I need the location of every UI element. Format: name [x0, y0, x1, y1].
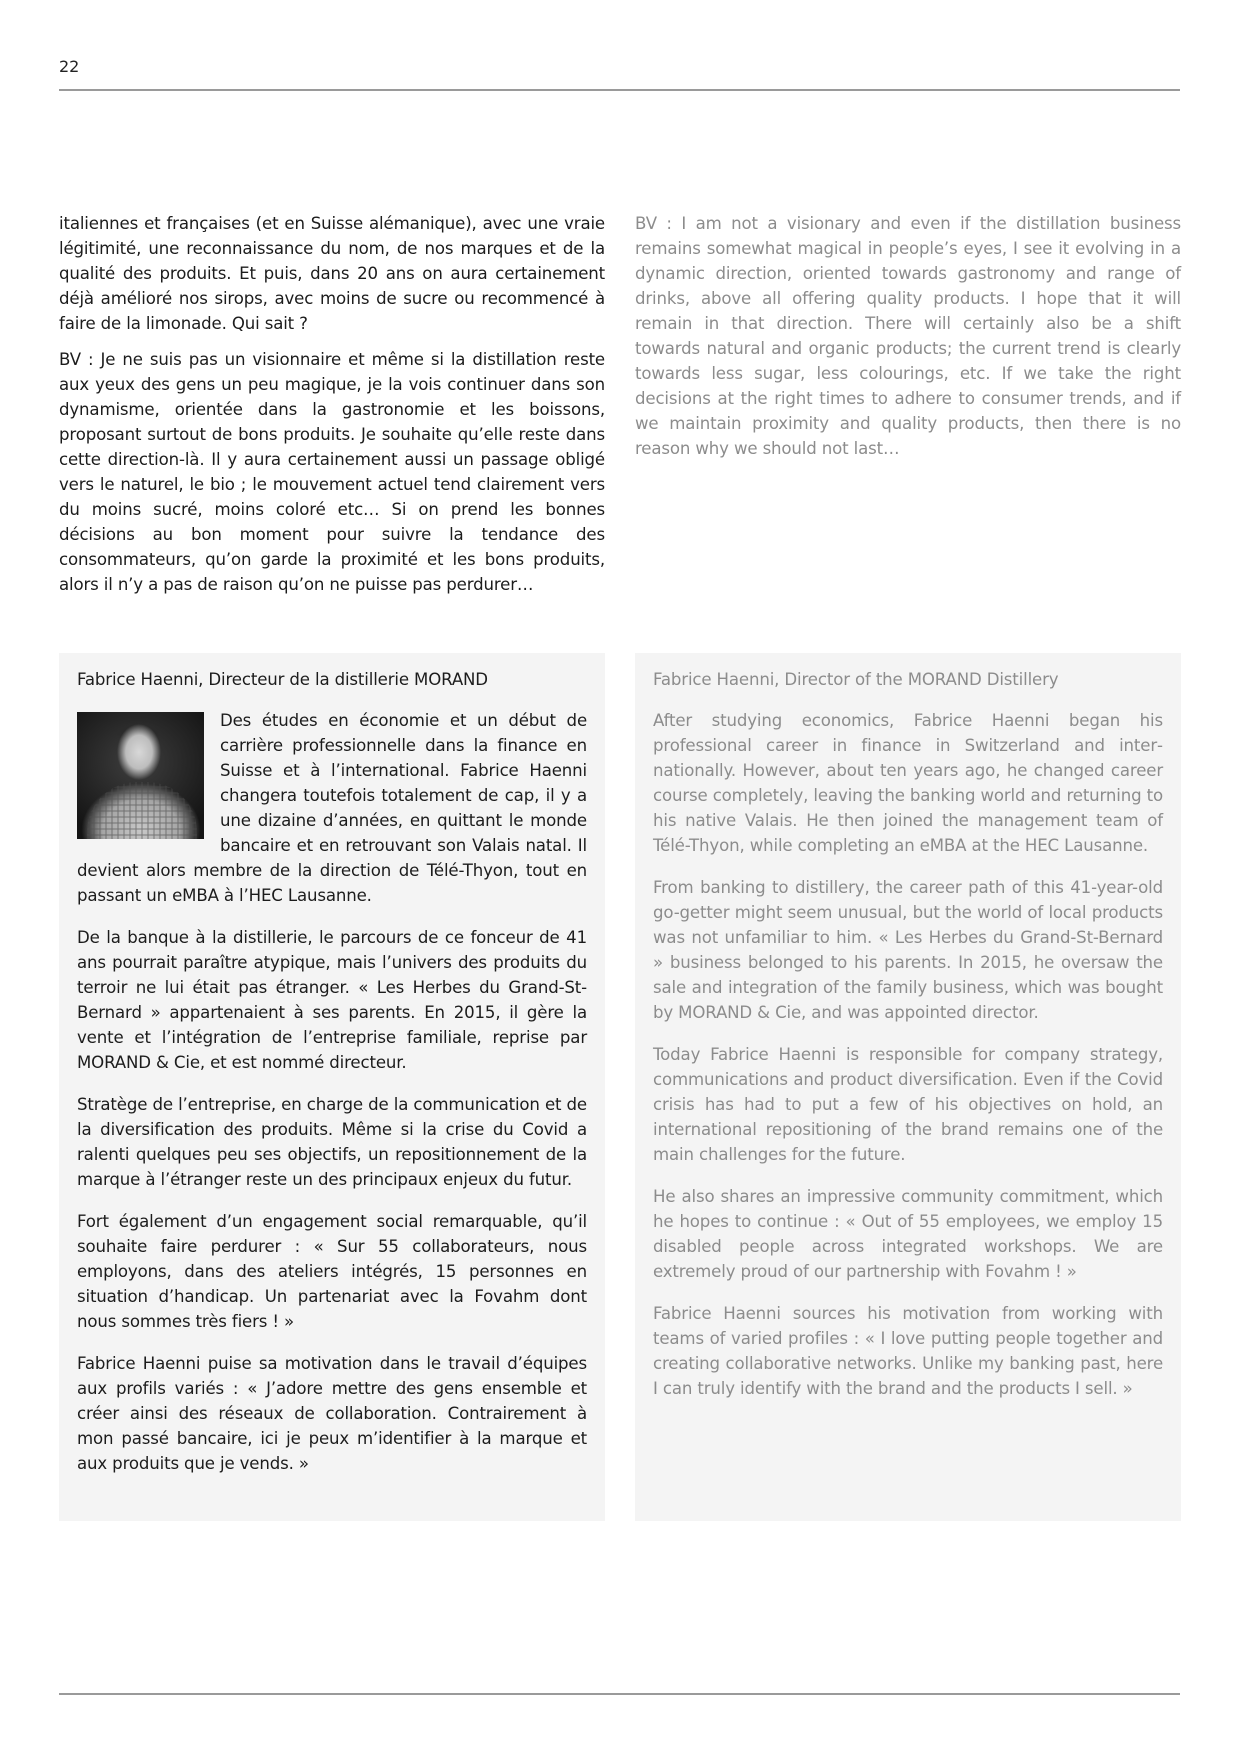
english-profile-paragraph: Today Fabrice Haenni is responsible for company strategy, communications and product diversification. Even if the Covid crisis has had to put a few of his objectives on hold, an international repositioning of the brand remains one of the main challenges for the future.	[653, 1045, 1163, 1164]
english-profile-paragraph: He also shares an impressive community commitment, which he hopes to continue : « Out of 55 employees, we employ 15 disabled people across integrated workshops. We are extremely proud of our partnership with Fovahm ! »	[653, 1187, 1163, 1281]
french-profile-paragraph: Fort également d’un engagement social remarquable, qu’il souhaite faire perdurer : « Sur 55 collaborateurs, nous employons, dans des ateliers intégrés, 15 personnes en situation d’handicap. Un partenariat avec la Fovahm dont nous sommes très fiers ! »	[77, 1212, 587, 1331]
english-intro-paragraph: BV : I am not a visionary and even if the distillation business remains somewhat magical in people’s eyes, I see it evolving in a dynamic direction, oriented towards gastronomy and range of drinks, above all offering quality products. I hope that it will remain in that direction. There will certainly also be a shift towards natural and organic products; the current trend is clearly towards less sugar, less colourings, etc. If we take the right decisions at the right times to adhere to consumer trends, and if we maintain proximity and quality products, then there is no reason why we should not last…	[635, 214, 1181, 458]
french-profile-title: Fabrice Haenni, Directeur de la distillerie MORAND	[77, 670, 488, 689]
header-rule	[59, 89, 1180, 91]
french-profile-paragraph: Des études en économie et un début de carrière professionnelle dans la finance en Suisse et à l’international. Fabrice Haenni changera toutefois totalement de cap, il y a une dizaine d’années, en quittant le monde bancaire et en retrouvant son Valais natal. Il devient alors membre de la direction de Télé-Thyon, tout en passant un eMBA à l’HEC Lausanne.	[77, 711, 587, 905]
english-intro-column	[635, 211, 1181, 472]
french-profile-paragraph: De la banque à la distillerie, le parcours de ce fonceur de 41 ans pourrait paraître atypique, mais l’univers des produits du terroir ne lui était pas étranger. « Les Herbes du Grand-St-Bernard » appartenaient à ses parents. En 2015, il gère la vente et l’intégration de l’entreprise familiale, reprise par MORAND & Cie, et est nommé directeur.	[77, 928, 587, 1072]
french-intro-paragraph: italiennes et françaises (et en Suisse alémanique), avec une vraie légitimité, une reconnaissance du nom, de nos marques et de la qualité des produits. Et puis, dans 20 ans on aura certainement déjà amélioré nos sirops, avec moins de sucre ou recommencé à faire de la limonade. Qui sait ?	[59, 214, 605, 333]
english-profile-paragraph: After studying economics, Fabrice Haenni began his professional career in finance in Switzerland and internationally. However, about ten years ago, he changed career course completely, leaving the banking world and returning to his native Valais. He then joined the management team of Télé-Thyon, while completing an eMBA at the HEC Lausanne.	[653, 711, 1163, 855]
english-profile-box	[635, 653, 1181, 1521]
french-profile-paragraph: Fabrice Haenni puise sa motivation dans le travail d’équipes aux profils variés : « J’adore mettre des gens ensemble et créer ainsi des réseaux de collaboration. Contrairement à mon passé bancaire, ici je peux m’identifier à la marque et aux produits que je vends. »	[77, 1354, 587, 1473]
portrait-shirt-pattern	[87, 782, 197, 839]
english-profile-title: Fabrice Haenni, Director of the MORAND Distillery	[653, 670, 1059, 689]
french-profile-box	[59, 653, 605, 1521]
french-intro-column	[59, 211, 605, 608]
english-profile-paragraph: From banking to distillery, the career path of this 41-year-old go-getter might seem unusual, but the world of local products was not unfamiliar to him. « Les Herbes du Grand-St-Bernard » business belonged to his parents. In 2015, he oversaw the sale and integration of the family business, which was bought by MORAND & Cie, and was appointed director.	[653, 878, 1163, 1022]
english-profile-paragraph: Fabrice Haenni sources his motivation from working with teams of varied profiles : « I love putting people together and creating collaborative networks. Unlike my banking past, here I can truly identify with the brand and the products I sell. »	[653, 1304, 1163, 1398]
french-profile-paragraph: Stratège de l’entreprise, en charge de la communication et de la diversification des produits. Même si la crise du Covid a ralenti quelques peu ses objectifs, un repositionnement de la marque à l’étranger reste un des principaux enjeux du futur.	[77, 1095, 587, 1189]
page-number: 22	[59, 57, 80, 76]
portrait-photo	[77, 712, 204, 839]
french-intro-paragraph: BV : Je ne suis pas un visionnaire et même si la distillation reste aux yeux des gens un peu magique, je la vois continuer dans son dynamisme, orientée dans la gastronomie et les boissons, proposant surtout de bons produits. Je souhaite qu’elle reste dans cette direction-là. Il y aura certainement aussi un passage obligé vers le naturel, le bio ; le mouvement actuel tend clairement vers du moins sucré, moins coloré etc… Si on prend les bonnes décisions au bon moment pour suivre la tendance des consommateurs, qu’on garde la proximité et les bons produits, alors il n’y a pas de raison qu’on ne puisse pas perdurer…	[59, 350, 605, 594]
footer-rule	[59, 1693, 1180, 1695]
